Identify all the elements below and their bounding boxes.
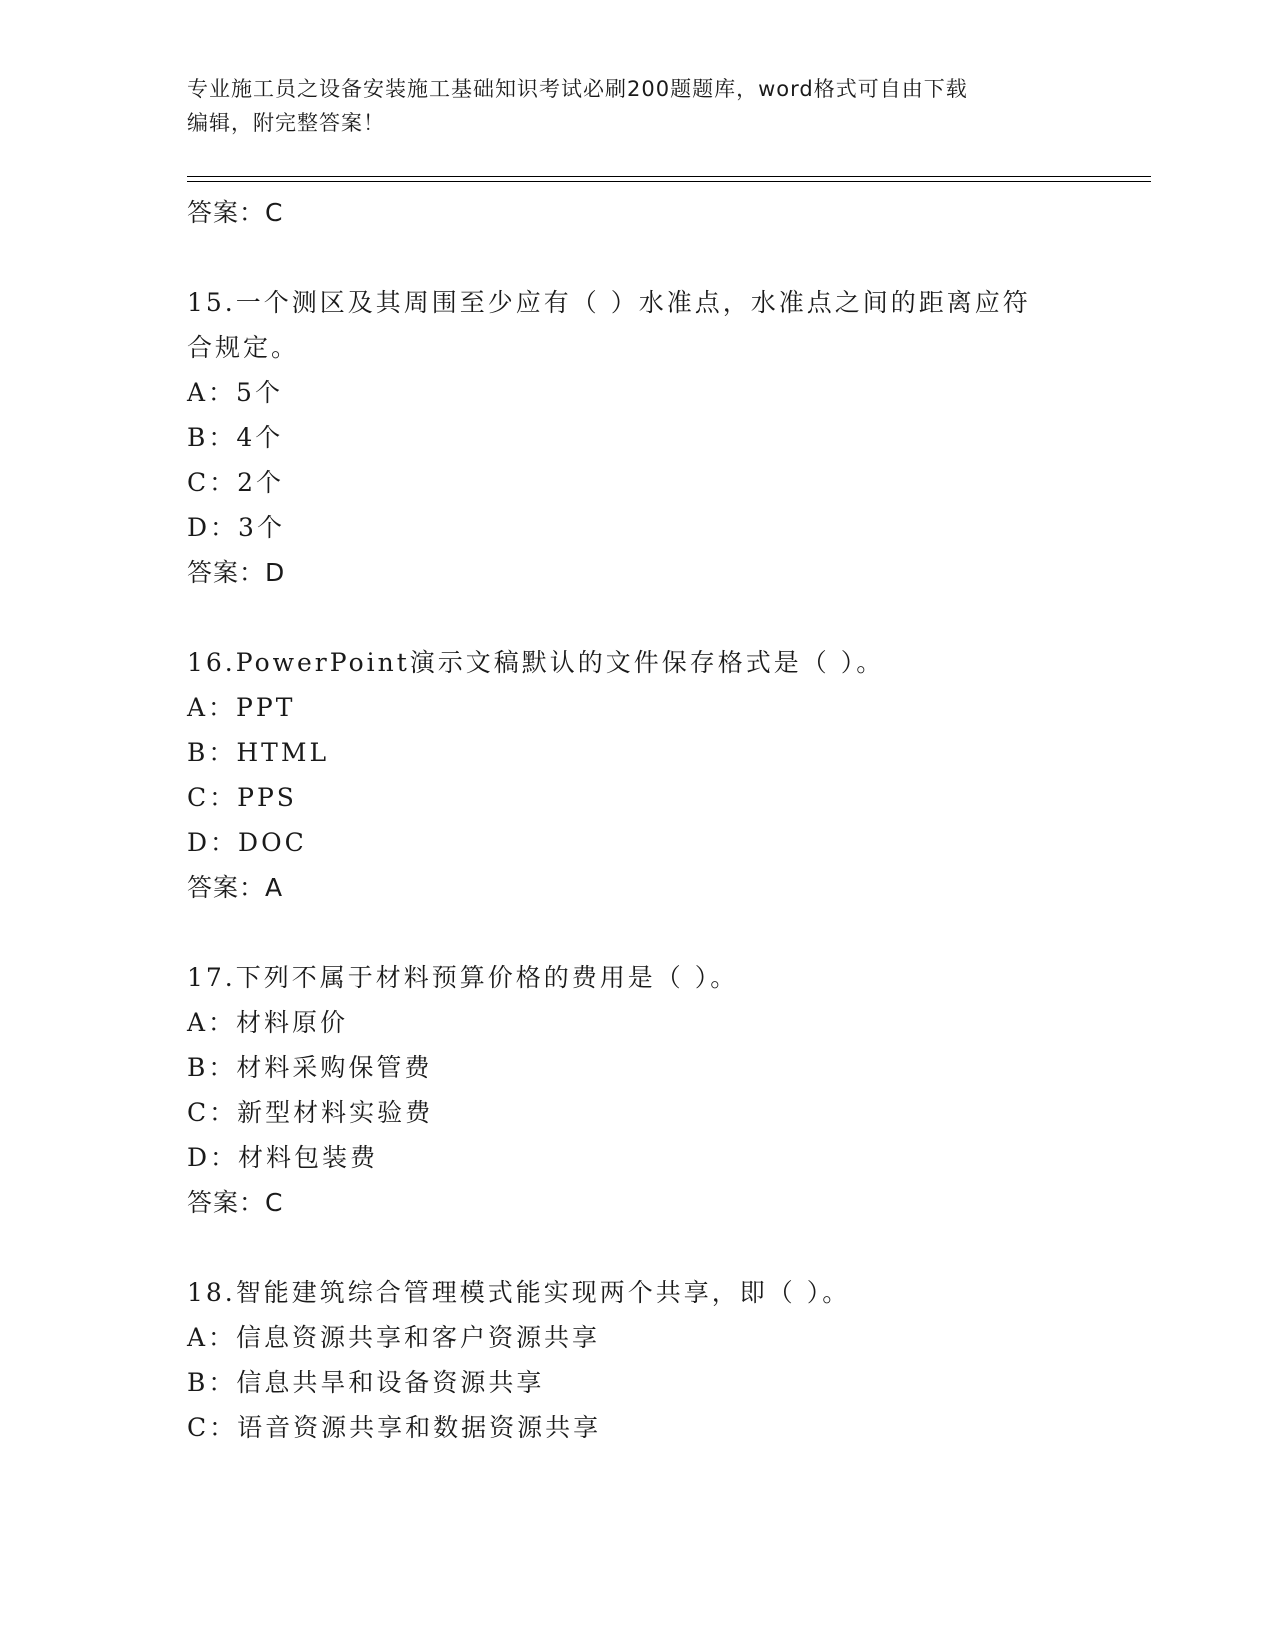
- spacer: [187, 595, 1087, 640]
- option-b: B：HTML: [187, 738, 330, 767]
- option-c: C：PPS: [187, 783, 297, 812]
- option-b: B：4个: [187, 423, 284, 452]
- question-stem: 15.一个测区及其周围至少应有（ ）水准点，水准点之间的距离应符: [187, 288, 1031, 317]
- option-d: D：DOC: [187, 828, 307, 857]
- spacer: [187, 910, 1087, 955]
- option-c: C：2个: [187, 468, 285, 497]
- header-rule-bottom: [187, 181, 1151, 182]
- option-a: A：5个: [187, 378, 283, 407]
- header-line-1: 专业施工员之设备安装施工基础知识考试必刷200题题库，word格式可自由下载: [187, 77, 968, 101]
- question-stem: 18.智能建筑综合管理模式能实现两个共享，即（ ）。: [187, 1278, 851, 1307]
- option-a: A：信息资源共享和客户资源共享: [187, 1323, 601, 1352]
- question-list: [187, 190, 1087, 1450]
- option-c: C：语音资源共享和数据资源共享: [187, 1413, 602, 1442]
- option-b: B：信息共旱和设备资源共享: [187, 1368, 545, 1397]
- question-block: [187, 640, 1087, 910]
- option-c: C：新型材料实验费: [187, 1098, 434, 1127]
- option-a: A：PPT: [187, 693, 296, 722]
- answer-line: 答案：D: [187, 558, 286, 587]
- answer-line: 答案：A: [187, 873, 284, 902]
- document-header: [187, 72, 1087, 140]
- spacer: [187, 1225, 1087, 1270]
- question-block: [187, 955, 1087, 1225]
- question-stem: 合规定。: [187, 333, 300, 362]
- question-block: [187, 1270, 1087, 1450]
- answer-line: 答案：C: [187, 198, 284, 227]
- spacer: [187, 235, 1087, 280]
- answer-line: 答案：C: [187, 1188, 284, 1217]
- option-a: A：材料原价: [187, 1008, 349, 1037]
- question-stem: 16.PowerPoint演示文稿默认的文件保存格式是（ ）。: [187, 648, 885, 677]
- header-rule-top: [187, 176, 1151, 177]
- question-block: [187, 280, 1087, 595]
- header-line-2: 编辑，附完整答案！: [187, 111, 385, 135]
- question-stem: 17.下列不属于材料预算价格的费用是（ ）。: [187, 963, 739, 992]
- option-d: D：3个: [187, 513, 285, 542]
- option-b: B：材料采购保管费: [187, 1053, 433, 1082]
- option-d: D：材料包装费: [187, 1143, 379, 1172]
